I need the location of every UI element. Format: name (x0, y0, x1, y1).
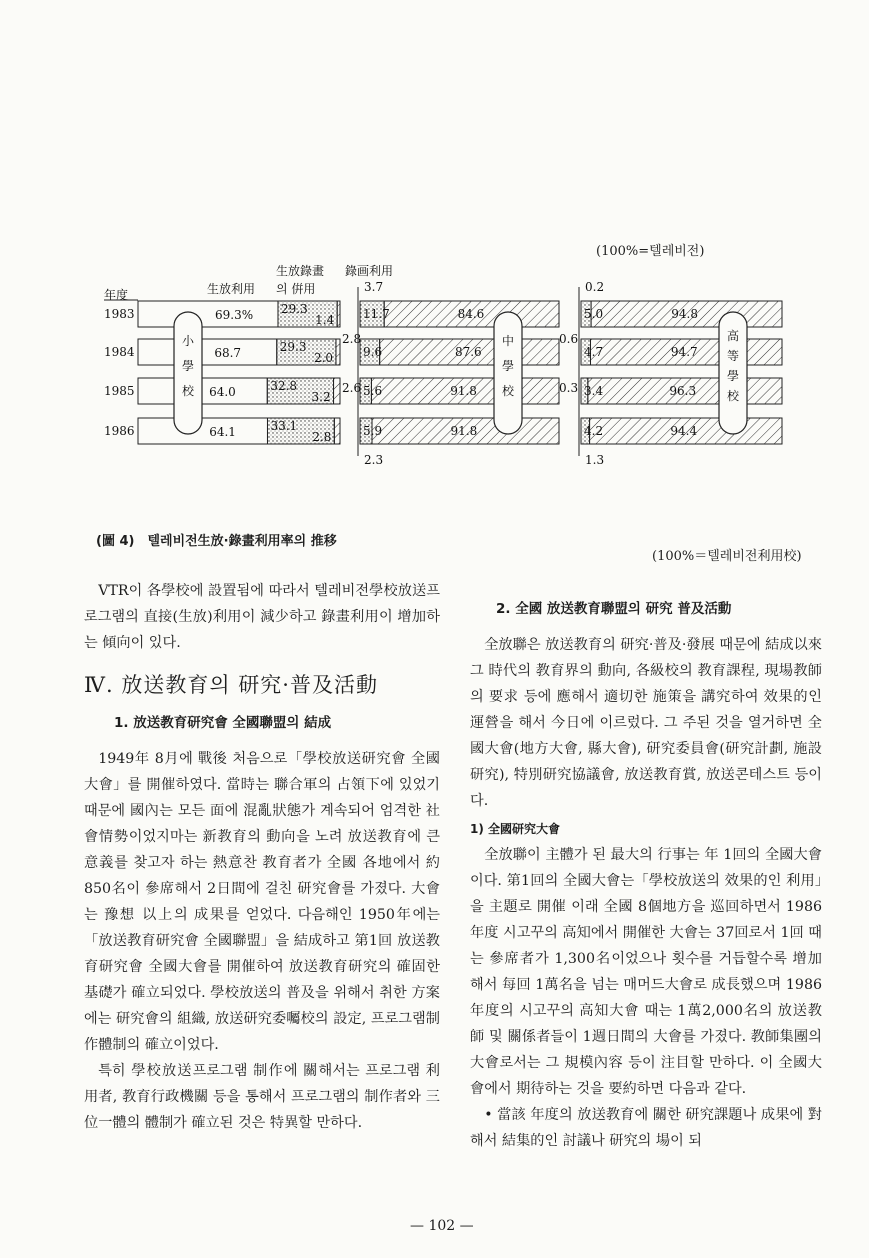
bar-segment-live (138, 339, 277, 365)
data-label-live: 2.8 (342, 332, 362, 346)
series-label-both: 生放錄畫 (276, 264, 325, 278)
data-label-live: 3.7 (364, 280, 384, 294)
data-label-both: 33.1 (270, 419, 298, 433)
data-label-both: 5.6 (363, 384, 383, 398)
data-label-both: 32.8 (270, 379, 297, 393)
bar-segment-recorded (337, 301, 340, 327)
paragraph-national-conference: 全放聯이 主體가 된 最大의 行事는 年 1回의 全國大會이다. 第1回의 全國大會는「學校放送의 效果的인 利用」을 主題로 開催 이래 全國 8個地方을 巡回하면서 1986年度 시고꾸의 高知에서 開催한 大會는 37回로서 1回 때는 參席者가 1,300名이었으나 횟수를 거듭할수록 增加해서 每回 1萬名을 넘는 매머드大會로 成長했으며 1986年度의 시고꾸의 高知大會 때는 1萬2,000名의 放送教師 및 關係者들이 1週日間의 大會를 가졌다. 教師集團의 大會로서는 그 規模內容 등이 注目할 만하다. 이 全國大會에서 期待하는 것을 要約하면 다음과 같다. (470, 847, 822, 1097)
paragraph-production: 특히 學校放送프로그램 制作에 關해서는 프로그램 利用者, 教育行政機關 등을 통해서 프로그램의 制作者와 三位一體의 體制가 確立된 것은 特異할 만하다. (84, 1063, 440, 1131)
data-label-live: 68.7 (214, 346, 242, 360)
group-label-1: 校 (501, 384, 515, 398)
bar-segment-live (138, 418, 267, 444)
group-label-2: 高 (726, 329, 740, 343)
year-label: 1983 (104, 307, 135, 321)
group-label-0: 校 (181, 384, 195, 398)
data-label-live: 2.3 (364, 453, 384, 467)
subsection-1-title: 1. 放送教育研究會 全國聯盟의 結成 (114, 715, 332, 731)
data-label-both: 29.3 (280, 302, 308, 316)
group-label-capsule (174, 312, 202, 434)
data-label-both: 5.0 (584, 307, 604, 321)
data-label-both: 4.7 (584, 345, 604, 359)
data-label-both: 29.3 (279, 340, 307, 354)
year-label: 1986 (104, 424, 135, 438)
intro-paragraph: VTR이 各學校에 設置됨에 따라서 텔레비전學校放送프로그램의 直接(生放)利用이 減少하고 錄畫利用이 增加하는 傾向이 있다. (84, 583, 440, 651)
year-label: 1984 (104, 345, 135, 359)
data-label-both: 5.9 (363, 424, 383, 438)
year-header: 年度 (104, 288, 129, 302)
data-label-live: 0.2 (585, 280, 605, 294)
group-label-2: 學 (726, 369, 740, 383)
figure-4-chart (0, 0, 869, 490)
data-label-recorded: 96.3 (669, 384, 697, 398)
data-label-recorded: 94.8 (671, 307, 698, 321)
data-label-live: 64.1 (209, 425, 236, 439)
left-column (84, 578, 440, 1136)
data-label-both: 3.4 (584, 384, 604, 398)
data-label-recorded: 94.4 (670, 424, 698, 438)
series-label-recorded: 錄画利用 (345, 264, 394, 278)
data-label-live: 0.6 (559, 332, 579, 346)
figure-note: (100%＝텔레비전利用校) (652, 549, 802, 564)
data-label-both: 4.2 (584, 424, 604, 438)
data-label-live: 0.3 (559, 381, 579, 395)
group-label-1: 學 (501, 359, 515, 373)
series-label-both: 의 倂用 (276, 282, 316, 296)
data-label-live: 64.0 (209, 385, 236, 399)
unit-note: (100%=텔레비전) (596, 244, 705, 259)
bar-segment-live (138, 378, 267, 404)
bullet-paragraph: • 當該 年度의 放送教育에 關한 研究課題나 成果에 對해서 結集的인 討議나 研究의 場이 되 (470, 1107, 822, 1149)
data-label-recorded: 84.6 (457, 307, 485, 321)
year-label: 1985 (104, 384, 135, 398)
data-label-live: 1.3 (585, 453, 605, 467)
bar-segment-recorded (334, 418, 340, 444)
subsection-national-conference: 1) 全國研究大會 (470, 822, 561, 836)
data-label-recorded: 91.8 (450, 384, 477, 398)
group-label-0: 學 (181, 359, 195, 373)
group-label-capsule (494, 312, 522, 434)
page-number: — 102 — (410, 1218, 474, 1234)
figure-caption: (圖 4) 텔레비전生放·錄畫利用率의 推移 (96, 534, 337, 549)
bar-segment-recorded (334, 378, 340, 404)
data-label-recorded: 2.0 (313, 351, 334, 365)
subsection-2-title: 2. 全國 放送教育聯盟의 研究 普及活動 (496, 601, 732, 617)
data-label-recorded: 3.2 (311, 390, 331, 404)
data-label-recorded: 94.7 (670, 345, 698, 359)
paragraph-1949: 1949年 8月에 戰後 처음으로「學校放送研究會 全國大會」를 開催하였다. 當時는 聯合軍의 占領下에 있었기 때문에 國內는 모든 面에 混亂狀態가 계속되어 엄격한 社會情勢이었지마는 新教育의 動向을 노려 放送教育에 큰 意義를 찾고자 하는 熱意찬 教育者가 全國 各地에서 約 850名이 參席해서 2日間에 걸친 研究會를 가졌다. 大會는 豫想 以上의 成果를 얻었다. 다음해인 1950年에는「放送教育研究會 全國聯盟」을 結成하고 第1回 放送教育研究會 全國大會를 開催하여 放送教育研究의 確固한 基礎가 確立되었다. 學校放送의 普及을 위해서 취한 方案에는 研究會의 組織, 放送研究委囑校의 設定, 프로그램制作體制의 確立이었다. (84, 751, 440, 1053)
section-title: Ⅳ. 放送教育의 研究·普及活動 (84, 673, 378, 697)
data-label-recorded: 87.6 (454, 345, 482, 359)
bar-segment-recorded (336, 339, 340, 365)
data-label-recorded: 2.8 (312, 430, 332, 444)
group-label-2: 等 (726, 349, 740, 363)
paragraph-federation: 全放聯은 放送教育의 研究·普及·發展 때문에 結成以來 그 時代의 教育界의 動向, 各級校의 教育課程, 現場教師의 要求 등에 應해서 適切한 施策을 講究하여 效果的인 運營을 해서 今日에 이르렀다. 그 주된 것을 열거하면 全國大會(地方大會, 縣大會), 研究委員會(研究計劃, 施設研究), 特別研究協議會, 放送教育賞, 放送콘테스트 등이다. (470, 637, 822, 809)
data-label-both: 9.6 (363, 345, 383, 359)
bar-segment-live (138, 301, 278, 327)
series-label-live: 生放利用 (207, 282, 256, 296)
data-label-recorded: 1.4 (315, 313, 335, 327)
data-label-live: 2.6 (342, 381, 362, 395)
group-label-1: 中 (501, 334, 515, 348)
group-label-2: 校 (726, 389, 740, 403)
data-label-both: 11.7 (363, 307, 390, 321)
group-label-0: 小 (181, 334, 195, 348)
data-label-recorded: 91.8 (450, 424, 478, 438)
right-column (470, 596, 822, 1154)
data-label-live: 69.3% (214, 308, 254, 322)
